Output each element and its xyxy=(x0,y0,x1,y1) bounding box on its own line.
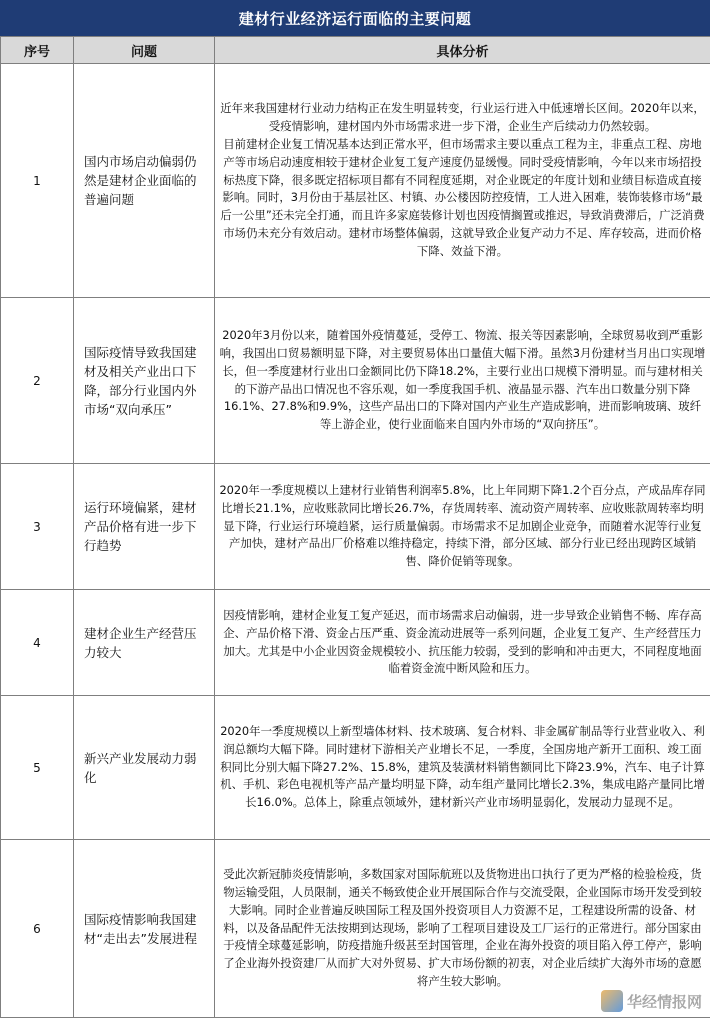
table-row xyxy=(1,64,710,298)
detail-paragraph: 2020年一季度规模以上建材行业销售利润率5.8%，比上年同期下降1.2个百分点，产成品库存同比增长21.1%，应收账款同比增长26.7%，存货周转率、流动资产周转率、应收账款周转率均明显下降，行业运行环境趋紧，运行质量偏弱。市场需求不足加剧企业竞争，而随着水泥等行业复产加快，建材产品出厂价格难以维持稳定，持续下滑，部分区域、部分行业已经出现跨区域销售、降价促销等现象。 xyxy=(219,483,706,569)
row-detail xyxy=(215,64,710,298)
detail-paragraph: 目前建材企业复工情况基本达到正常水平，但市场需求主要以重点工程为主，非重点工程、房地产等市场启动速度相较于建材企业复工复产速度仍显缓慢。同时受疫情影响，今年以来市场招投标热度下降，很多既定招标项目都有不同程度延期，对企业既定的年度计划和业绩目标造成直接影响。同时，3月份由于基层社区、村镇、办公楼因防控疫情，工人进入困难，装饰装修市场“最后一公里”还未完全打通，而且许多家庭装修计划也因疫情搁置或推迟，导致消费滞后，广泛消费市场仍未充分有效启动。建材市场整体偏弱，这就导致企业复产动力不足、库存较高，进而价格下降、效益下滑。 xyxy=(220,137,705,258)
row-number: 3 xyxy=(1,464,74,590)
table-row xyxy=(1,298,710,464)
row-detail xyxy=(215,298,710,464)
row-detail xyxy=(215,696,710,840)
table-title: 建材行业经济运行面临的主要问题 xyxy=(0,0,710,36)
detail-paragraph: 受此次新冠肺炎疫情影响，多数国家对国际航班以及货物进出口执行了更为严格的检验检疫，货物运输受阻，人员限制，通关不畅致使企业开展国际合作与交流受限，企业国际市场开发受到较大影响。同时企业普遍反映国际工程及国外投资项目人力资源不足，工程建设所需的设备、材料，以及备品配件无法按期到达现场，影响了工程项目建设及工厂运行的正常进行。部分国家由于疫情全球蔓延影响，防疫措施升级甚至封国管理，企业在海外投资的项目陷入停工停产，影响了企业海外投资建厂从而扩大对外贸易、扩大市场份额的初衷，对企业后续扩大海外市场的意愿将产生较大影响。 xyxy=(223,867,702,988)
row-number: 4 xyxy=(1,590,74,696)
row-detail xyxy=(215,464,710,590)
watermark xyxy=(601,990,702,1012)
row-detail xyxy=(215,590,710,696)
row-issue: 国际疫情导致我国建材及相关产业出口下降，部分行业国内外市场“双向承压” xyxy=(74,298,215,464)
detail-paragraph: 2020年3月份以来，随着国外疫情蔓延，受停工、物流、报关等因素影响，全球贸易收到严重影响，我国出口贸易额明显下降，对主要贸易体出口量值大幅下滑。虽然3月份建材当月出口实现增长，但一季度建材行业出口金额同比仍下降18.2%，主要行业出口规模下滑明显。而与建材相关的下游产品出口情况也不容乐观，如一季度我国手机、液晶显示器、汽车出口数量分别下降16.1%、27.8%和9.9%，这些产品出口的下降对国内产业生产造成影响，进而影响玻璃、玻纤等上游企业，使行业面临来自国内外市场的“双向挤压”。 xyxy=(219,328,706,432)
header-detail: 具体分析 xyxy=(215,37,710,64)
row-issue: 新兴产业发展动力弱化 xyxy=(74,696,215,840)
row-number: 1 xyxy=(1,64,74,298)
header-no: 序号 xyxy=(1,37,74,64)
row-issue: 运行环境偏紧，建材产品价格有进一步下行趋势 xyxy=(74,464,215,590)
detail-paragraph: 近年来我国建材行业动力结构正在发生明显转变，行业运行进入中低速增长区间。2020年以来，受疫情影响，建材国内外市场需求进一步下滑，企业生产后续动力仍然较弱。 xyxy=(220,101,705,134)
row-number: 2 xyxy=(1,298,74,464)
detail-paragraph: 2020年一季度规模以上新型墙体材料、技术玻璃、复合材料、非金属矿制品等行业营业收入、利润总额均大幅下降。同时建材下游相关产业增长不足，一季度，全国房地产新开工面积、竣工面积同比分别大幅下降27.2%、15.8%，建筑及装潢材料销售额同比下降23.9%，汽车、电子计算机、手机、彩色电视机等产品产量均明显下降，动车组产量同比增长2.3%，集成电路产量同比增长16.0%。总体上，除重点领域外，建材新兴产业市场明显弱化，发展动力显现不足。 xyxy=(220,724,705,810)
row-number: 6 xyxy=(1,840,74,1018)
brand-logo-icon xyxy=(601,990,623,1012)
table-row xyxy=(1,696,710,840)
header-issue: 问题 xyxy=(74,37,215,64)
detail-paragraph: 因疫情影响，建材企业复工复产延迟，而市场需求启动偏弱，进一步导致企业销售不畅、库存高企、产品价格下滑、资金占压严重、资金流动进展等一系列问题，企业复工复产、生产经营压力加大。尤其是中小企业因资金规模较小、抗压能力较弱，受到的影响和冲击更大，不同程度地面临着资金流中断风险和压力。 xyxy=(223,607,702,676)
header-row xyxy=(1,37,710,64)
row-issue: 国内市场启动偏弱仍然是建材企业面临的普遍问题 xyxy=(74,64,215,298)
table-row xyxy=(1,590,710,696)
table-row xyxy=(1,464,710,590)
watermark-text: 华经情报网 xyxy=(626,992,702,1011)
row-issue: 建材企业生产经营压力较大 xyxy=(74,590,215,696)
issues-table xyxy=(0,36,710,1018)
row-issue: 国际疫情影响我国建材“走出去”发展进程 xyxy=(74,840,215,1018)
row-number: 5 xyxy=(1,696,74,840)
